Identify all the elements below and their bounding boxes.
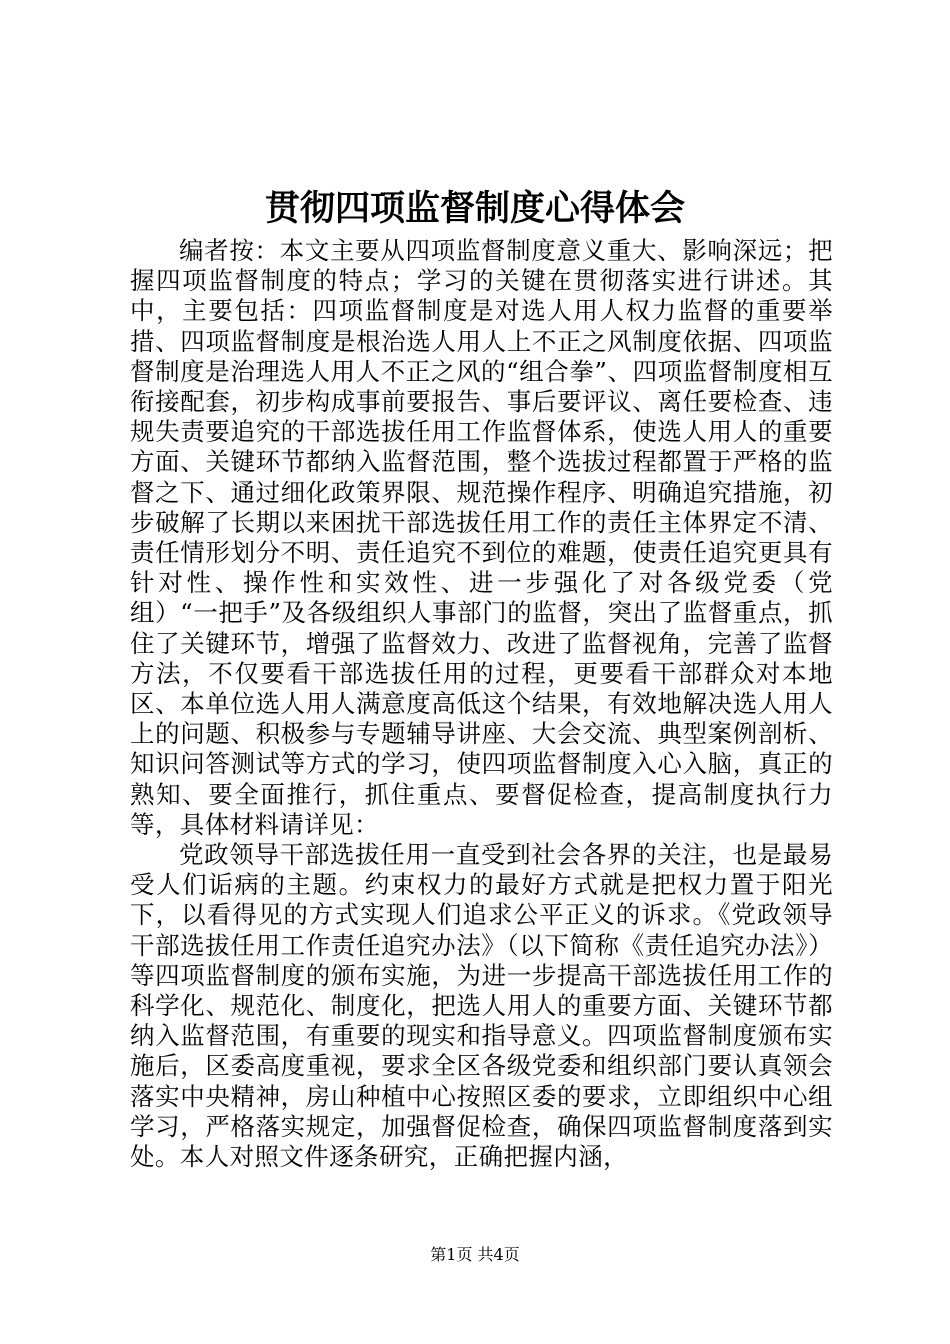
editor-note-paragraph: 编者按：本文主要从四项监督制度意义重大、影响深远；把握四项监督制度的特点；学习的关键在贯彻落实进行讲述。其中，主要包括：四项监督制度是对选人用人权力监督的重要举措、四项监督制度是根治选人用人上不正之风制度依据、四项监督制度是治理选人用人不正之风的“组合拳”、四项监督制度相互衔接配套，初步构成事前要报告、事后要评议、离任要检查、违规失责要追究的干部选拔任用工作监督体系，使选人用人的重要方面、关键环节都纳入监督范围，整个选拔过程都置于严格的监督之下、通过细化政策界限、规范操作程序、明确追究措施，初步破解了长期以来困扰干部选拔任用工作的责任主体界定不清、责任情形划分不明、责任追究不到位的难题，使责任追究更具有针对性、操作性和实效性、进一步强化了对各级党委（党组）“一把手”及各级组织人事部门的监督，突出了监督重点，抓住了关键环节，增强了监督效力、改进了监督视角，完善了监督方法，不仅要看干部选拔任用的过程，更要看干部群众对本地区、本单位选人用人满意度高低这个结果，有效地解决选人用人上的问题、积极参与专题辅导讲座、大会交流、典型案例剖析、知识问答测试等方式的学习，使四项监督制度入心入脑，真正的熟知、要全面推行，抓住重点、要督促检查，提高制度执行力等，具体材料请详见： [130, 236, 833, 839]
body-paragraph: 党政领导干部选拔任用一直受到社会各界的关注，也是最易受人们诟病的主题。约束权力的最好方式就是把权力置于阳光下，以看得见的方式实现人们追求公平正义的诉求。《党政领导干部选拔任用工作责任追究办法》（以下简称《责任追究办法》）等四项监督制度的颁布实施，为进一步提高干部选拔任用工作的科学化、规范化、制度化，把选人用人的重要方面、关键环节都纳入监督范围，有重要的现实和指导意义。四项监督制度颁布实施后，区委高度重视，要求全区各级党委和组织部门要认真领会落实中央精神，房山种植中心按照区委的要求，立即组织中心组学习，严格落实规定，加强督促检查，确保四项监督制度落到实处。本人对照文件逐条研究，正确把握内涵， [130, 840, 833, 1172]
document-body [130, 236, 833, 1172]
page-footer: 第1页 共4页 [430, 1245, 520, 1264]
document-title: 贯彻四项监督制度心得体会 [264, 188, 685, 229]
